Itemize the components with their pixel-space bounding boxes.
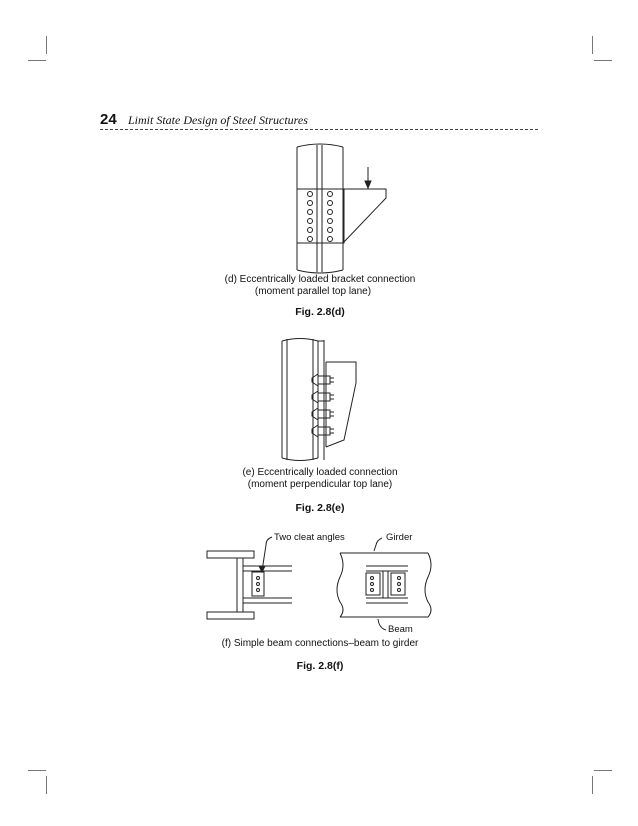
book-title: Limit State Design of Steel Structures (128, 113, 308, 127)
figure-d-label: Fig. 2.8(d) (295, 306, 345, 318)
cleat-angles-label: Two cleat angles (274, 532, 345, 543)
figure-f-caption-line1: (f) Simple beam connections–beam to girder (221, 638, 419, 649)
figure-e-caption-line2: (moment perpendicular top lane) (247, 479, 393, 490)
figure-f-label: Fig. 2.8(f) (296, 660, 344, 672)
figure-d-caption-line1: (d) Eccentrically loaded bracket connection (224, 274, 416, 285)
figure-e-label: Fig. 2.8(e) (295, 502, 345, 514)
figure-d-caption-line2: (moment parallel top lane) (254, 286, 372, 297)
figure-f-caption (200, 638, 440, 650)
figure-d-caption (200, 274, 440, 298)
bolt-group (312, 374, 334, 437)
beam-label: Beam (388, 624, 413, 635)
beam-girder-left-drawing (207, 537, 292, 619)
girder-label: Girder (386, 532, 413, 543)
eccentric-connection-drawing (282, 339, 356, 461)
figure-e-caption-line1: (e) Eccentrically loaded connection (242, 467, 398, 478)
beam-girder-right-drawing (337, 538, 431, 630)
bolt-group (308, 192, 333, 242)
figure-e-caption (200, 467, 440, 491)
page-number: 24 (100, 111, 117, 128)
bracket-connection-drawing (297, 144, 386, 273)
